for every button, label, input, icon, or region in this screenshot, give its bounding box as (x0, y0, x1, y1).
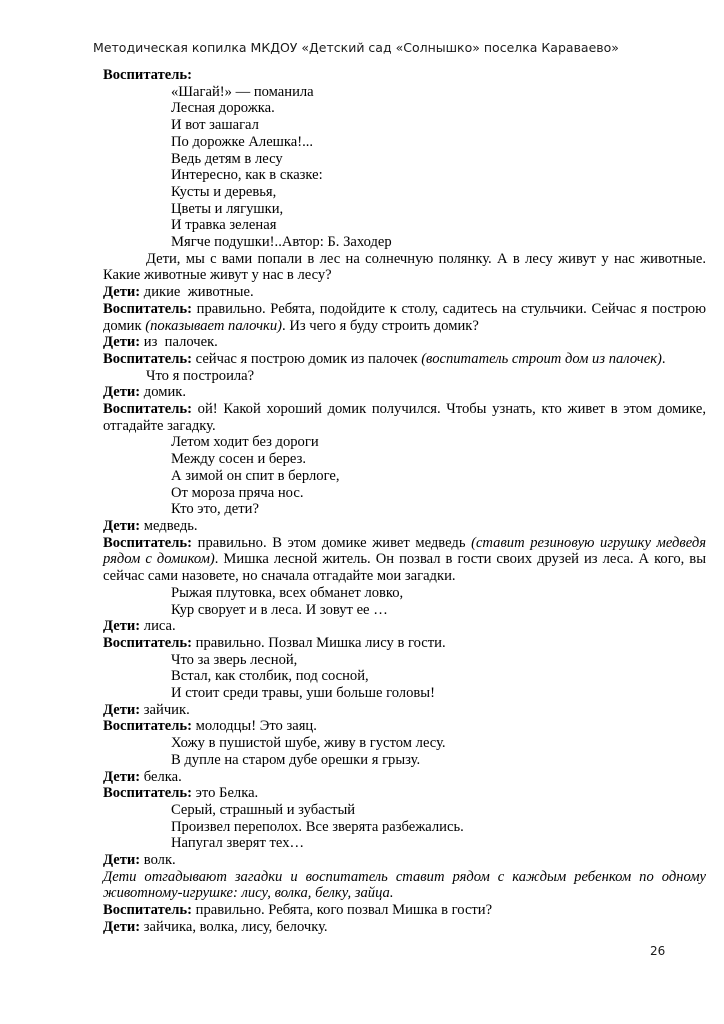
dialogue-text: это Белка. (192, 785, 259, 802)
speaker-label: Дети: (103, 334, 141, 351)
verse-line: Произвел переполох. Все зверята разбежались. (171, 818, 464, 835)
speaker-label: Воспитатель: (103, 534, 193, 551)
speaker-label: Воспитатель: (103, 902, 193, 919)
narration-paragraph (103, 368, 706, 385)
dialogue-text: правильно. В этом домике живет медведь (192, 534, 472, 551)
verse-line: Встал, как столбик, под сосной, (171, 668, 369, 685)
dialogue-paragraph (103, 334, 706, 351)
stage-note: Дети отгадывают загадки и воспитатель ставит рядом с каждым ребенком по одному животному-игрушке: лису, волка, белку, зайца. (103, 868, 710, 902)
verse-line: Серый, страшный и зубастый (171, 801, 356, 818)
dialogue-paragraph (103, 702, 706, 719)
verse-line: Что за зверь лесной, (171, 651, 298, 668)
dialogue-paragraph (103, 618, 706, 635)
dialogue-paragraph (103, 769, 706, 786)
dialogue-paragraph (103, 785, 706, 802)
dialogue-paragraph (103, 902, 706, 919)
dialogue-paragraph (103, 384, 706, 401)
speaker-label: Воспитатель: (103, 785, 193, 802)
dialogue-text: ой! Какой хороший домик получился. Чтобы узнать, кто живет в этом домике, отгадайте загадку. (103, 401, 710, 434)
verse-line: Летом ходит без дороги (171, 434, 319, 451)
verse-line: Кто это, дети? (171, 501, 259, 518)
dialogue-text: сейчас я построю домик из палочек (192, 350, 422, 367)
speaker-label: Дети: (103, 701, 141, 718)
speaker-label: Воспитатель: (103, 401, 193, 418)
dialogue-paragraph (103, 534, 710, 585)
dialogue-text: . Мишка лесной житель. Он позвал в гости своих друзей из леса. А кого, вы сейчас сами назовете, но сначала отгадайте мои загадки. (103, 551, 710, 585)
verse-line: Кур сворует и в леса. И зовут ее … (171, 601, 388, 618)
dialogue-text: молодцы! Это заяц. (192, 718, 317, 735)
verse-line: Цветы и лягушки, (171, 200, 284, 217)
verse-line: По дорожке Алешка!... (171, 133, 314, 150)
dialogue-text: зайчик. (140, 701, 190, 718)
speaker-label: Воспитатель: (103, 634, 193, 651)
verse-line: Напугал зверят тех… (171, 835, 305, 852)
dialogue-text: дикие животные. (140, 284, 254, 301)
verse-line: Мягче подушки!..Автор: Б. Заходер (171, 234, 392, 251)
speaker-label: Воспитатель: (103, 300, 193, 317)
verse-block (103, 585, 706, 618)
document-header: Методическая копилка МКДОУ «Детский сад «Солнышко» поселка Караваево» (93, 40, 619, 55)
stage-direction (103, 868, 710, 902)
speaker-label: Дети: (103, 384, 141, 401)
speaker-label: Воспитатель: (103, 350, 193, 367)
verse-block (103, 434, 706, 518)
dialogue-paragraph (103, 919, 706, 936)
dialogue-paragraph (103, 518, 706, 535)
verse-line: Между сосен и берез. (171, 451, 306, 468)
dialogue-text: Дети, мы с вами попали в лес на солнечную полянку. А в лесу живут у нас животные. Какие животные живут у нас в лесу? (103, 250, 710, 284)
verse-block (103, 652, 706, 702)
dialogue-text: Что я построила? (146, 367, 255, 384)
speaker-label: Дети: (103, 852, 141, 869)
speaker-label: Дети: (103, 517, 141, 534)
dialogue-text: . Из чего я буду строить домик? (282, 317, 479, 334)
speaker-label: Дети: (103, 768, 141, 785)
speaker-label: Воспитатель: (103, 67, 193, 83)
dialogue-text: белка. (140, 768, 182, 785)
verse-block (103, 735, 706, 768)
verse-line: И вот зашагал (171, 117, 259, 134)
dialogue-text: волк. (140, 852, 176, 869)
verse-block (103, 84, 706, 251)
verse-line: В дупле на старом дубе орешки я грызу. (171, 751, 421, 768)
dialogue-paragraph (103, 351, 706, 368)
dialogue-paragraph (103, 300, 710, 334)
verse-block (103, 802, 706, 852)
stage-note: (показывает палочки) (145, 317, 283, 334)
speaker-label: Дети: (103, 918, 141, 935)
dialogue-text: правильно. Ребята, кого позвал Мишка в гости? (192, 902, 493, 919)
dialogue-text: из палочек. (140, 334, 218, 351)
verse-line: Лесная дорожка. (171, 100, 275, 117)
verse-line: Хожу в пушистой шубе, живу в густом лесу. (171, 735, 446, 752)
dialogue-paragraph (103, 852, 706, 869)
stage-note: (воспитатель строит дом из палочек) (421, 350, 662, 367)
verse-line: И стоит среди травы, уши больше головы! (171, 685, 435, 702)
dialogue-text: зайчика, волка, лису, белочку. (140, 918, 328, 935)
verse-line: Интересно, как в сказке: (171, 167, 323, 184)
dialogue-paragraph (103, 401, 710, 434)
speaker-label: Дети: (103, 284, 141, 301)
page-number: 26 (650, 944, 666, 958)
narration-paragraph (103, 250, 710, 284)
verse-line: Ведь детям в лесу (171, 150, 283, 167)
dialogue-paragraph (103, 635, 706, 652)
dialogue-text: правильно. Ребята, подойдите к столу, садитесь на стульчики. Сейчас я построю домик (103, 300, 710, 334)
speaker-label: Дети: (103, 618, 141, 635)
document-body (103, 67, 710, 936)
stage-note: (ставит резиновую игрушку медведя рядом с домиком) (103, 534, 710, 568)
dialogue-text: . (661, 350, 666, 367)
verse-line: Кусты и деревья, (171, 183, 277, 200)
dialogue-paragraph (103, 284, 706, 301)
verse-line: А зимой он спит в берлоге, (171, 467, 340, 484)
verse-line: Рыжая плутовка, всех обманет ловко, (171, 584, 404, 601)
dialogue-text: лиса. (140, 618, 176, 635)
speaker-label: Воспитатель: (103, 718, 193, 735)
dialogue-text: медведь. (140, 517, 198, 534)
speaker-label-line (103, 67, 706, 84)
dialogue-text: правильно. Позвал Мишка лису в гости. (192, 634, 446, 651)
verse-line: «Шагай!» — поманила (171, 83, 314, 100)
verse-line: От мороза пряча нос. (171, 484, 304, 501)
dialogue-paragraph (103, 718, 706, 735)
dialogue-text: домик. (140, 384, 187, 401)
verse-line: И травка зеленая (171, 217, 277, 234)
